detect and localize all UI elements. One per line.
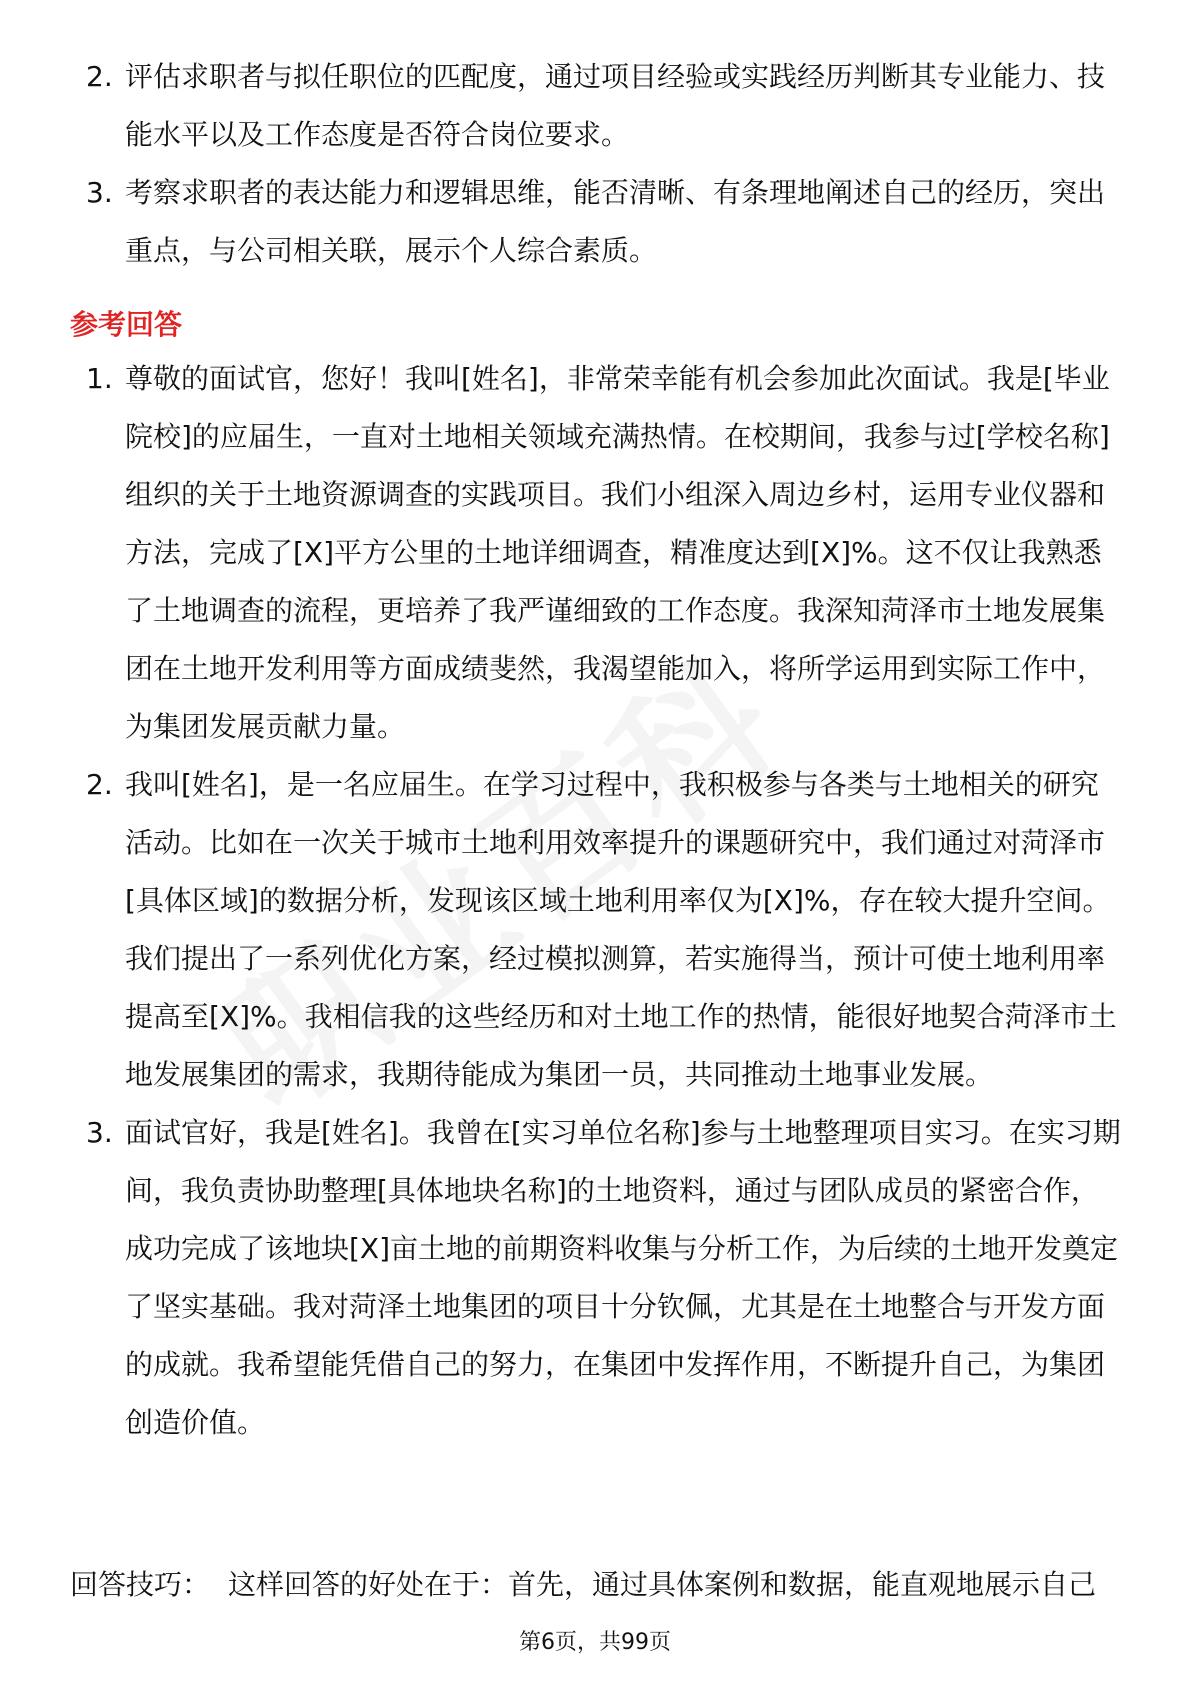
list-text: 面试官好，我是[姓名]。我曾在[实习单位名称]参与土地整理项目实习。在实习期间，我负责协助整理[具体地块名称]的土地资料，通过与团队成员的紧密合作，成功完成了该地块[X]亩土地的前期资料收集与分析工作，为后续的土地开发奠定了坚实基础。我对菏泽土地集团的项目十分钦佩，尤其是在土地整合与开发方面的成就。我希望能凭借自己的努力，在集团中发挥作用，不断提升自己，为集团创造价值。 bbox=[125, 1116, 1121, 1439]
list-number: 1. bbox=[86, 362, 113, 395]
list-item bbox=[0, 1104, 1125, 1452]
page-footer: 第6页，共99页 bbox=[519, 1630, 671, 1655]
list-text: 尊敬的面试官，您好！我叫[姓名]，非常荣幸能有机会参加此次面试。我是[毕业院校]的应届生，一直对土地相关领域充满热情。在校期间，我参与过[学校名称]组织的关于土地资源调查的实践项目。我们小组深入周边乡村，运用专业仪器和方法，完成了[X]平方公里的土地详细调查，精准度达到[X]%。这不仅让我熟悉了土地调查的流程，更培养了我严谨细致的工作态度。我深知菏泽市土地发展集团在土地开发利用等方面成绩斐然，我渴望能加入，将所学运用到实际工作中，为集团发展贡献力量。 bbox=[125, 362, 1110, 743]
list-number: 3. bbox=[86, 176, 113, 209]
list-item bbox=[0, 48, 1125, 164]
list-item bbox=[0, 350, 1125, 756]
criteria-list bbox=[0, 48, 1125, 280]
list-text: 考察求职者的表达能力和逻辑思维，能否清晰、有条理地阐述自己的经历，突出重点，与公司相关联，展示个人综合素质。 bbox=[125, 176, 1106, 267]
list-number: 2. bbox=[86, 60, 113, 93]
list-text: 我叫[姓名]，是一名应届生。在学习过程中，我积极参与各类与土地相关的研究活动。比如在一次关于城市土地利用效率提升的课题研究中，我们通过对菏泽市[具体区域]的数据分析，发现该区域土地利用率仅为[X]%，存在较大提升空间。我们提出了一系列优化方案，经过模拟测算，若实施得当，预计可使土地利用率提高至[X]%。我相信我的这些经历和对土地工作的热情，能很好地契合菏泽市土地发展集团的需求，我期待能成为集团一员，共同推动土地事业发展。 bbox=[125, 768, 1117, 1091]
list-number: 2. bbox=[86, 768, 113, 801]
list-text: 评估求职者与拟任职位的匹配度，通过项目经验或实践经历判断其专业能力、技能水平以及工作态度是否符合岗位要求。 bbox=[125, 60, 1106, 151]
tips-label: 回答技巧： bbox=[70, 1568, 211, 1601]
list-item bbox=[0, 756, 1125, 1104]
list-item bbox=[0, 164, 1125, 280]
list-number: 3. bbox=[86, 1116, 113, 1149]
tips-text: 这样回答的好处在于：首先，通过具体案例和数据，能直观地展示自己 bbox=[228, 1568, 1097, 1601]
answer-tips bbox=[70, 1565, 1130, 1605]
section-heading: 参考回答 bbox=[70, 308, 183, 341]
answers-list bbox=[0, 350, 1125, 1452]
